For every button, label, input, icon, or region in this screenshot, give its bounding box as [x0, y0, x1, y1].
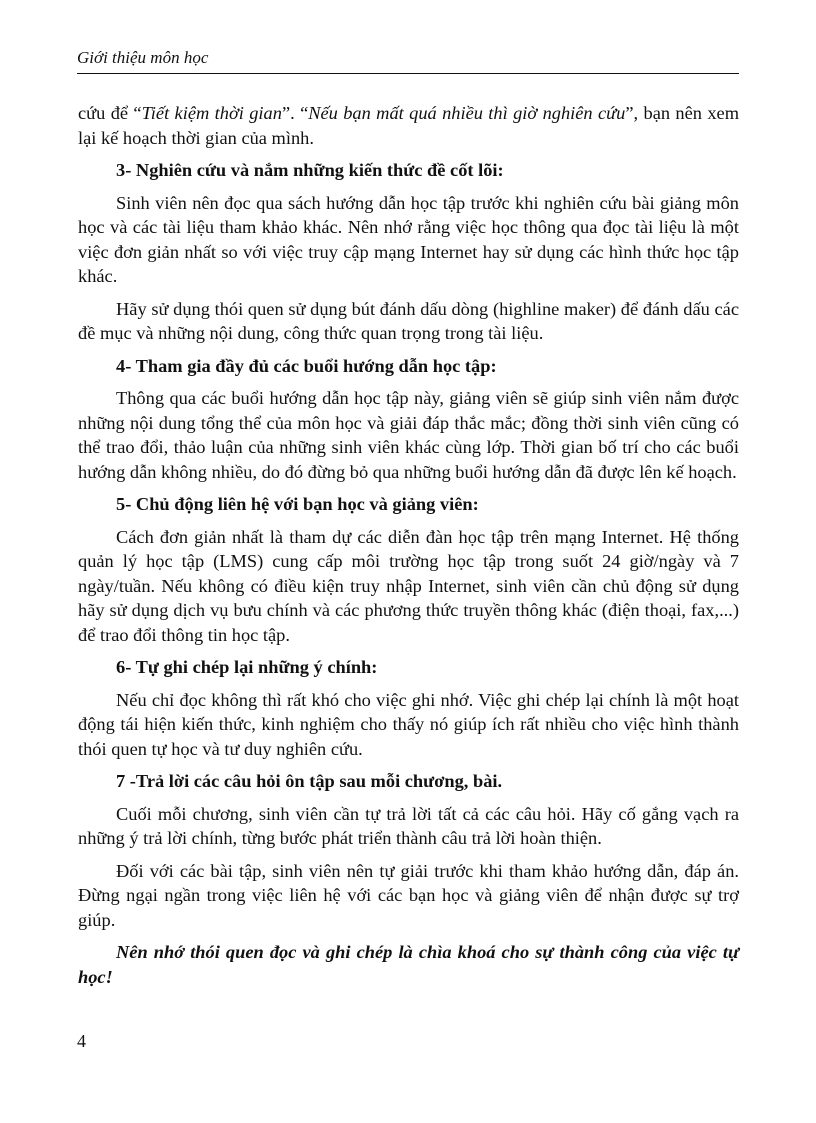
section-6-paragraph-1: Nếu chỉ đọc không thì rất khó cho việc ghi nhớ. Việc ghi chép lại chính là một hoạt động tái hiện kiến thức, kinh nghiệm cho thấy nó giúp ích rất nhiều cho việc hình thành thói quen tự học và tư duy nghiên cứu.: [78, 689, 739, 759]
section-4-heading: 4- Tham gia đầy đủ các buổi hướng dẫn học tập:: [116, 355, 497, 376]
intro-quote-2: Nếu bạn mất quá nhiều thì giờ nghiên cứu: [308, 103, 626, 123]
running-header: Giới thiệu môn học: [77, 48, 739, 74]
intro-text-3: ”, bạn nên xem lại kế hoạch thời gian của mình.: [78, 103, 740, 148]
section-5-paragraph-1: Cách đơn giản nhất là tham dự các diễn đàn học tập trên mạng Internet. Hệ thống quản lý học tập (LMS) cung cấp môi trường học tập trong suốt 24 giờ/ngày và 7 ngày/tuần. Nếu không có điều kiện truy nhập Internet, sinh viên cần chủ động sử dụng hãy sử dụng dịch vụ bưu chính và các phương thức truyền thông khác (điện thoại, fax,...) để trao đổi thông tin học tập.: [78, 526, 739, 645]
intro-text-1: cứu để “: [78, 103, 142, 123]
section-3-paragraph-1: Sinh viên nên đọc qua sách hướng dẫn học tập trước khi nghiên cứu bài giảng môn học và các tài liệu tham khảo khác. Nên nhớ rằng việc học thông qua đọc tài liệu là một việc đơn giản nhất so với việc truy cập mạng Internet hay sử dụng các hình thức học tập khác.: [78, 192, 739, 286]
intro-paragraph: [78, 101, 739, 150]
page-body: [78, 101, 739, 989]
section-4-paragraph-1: Thông qua các buổi hướng dẫn học tập này, giảng viên sẽ giúp sinh viên nắm được những nội dung tổng thể của môn học và giải đáp thắc mắc; đồng thời sinh viên cũng có thể trao đổi, thảo luận của những sinh viên khác cùng lớp. Thời gian bố trí cho các buổi hướng dẫn không nhiều, do đó đừng bỏ qua những buổi hướng dẫn đã được lên kế hoạch.: [78, 388, 739, 482]
page-number: 4: [77, 1031, 86, 1051]
intro-text-2: ”. “: [281, 103, 309, 123]
section-5-heading: 5- Chủ động liên hệ với bạn học và giảng viên:: [116, 494, 479, 514]
section-3-heading: 3- Nghiên cứu và nắm những kiến thức đề cốt lõi:: [116, 160, 504, 180]
section-7-paragraph-2: Đối với các bài tập, sinh viên nên tự giải trước khi tham khảo hướng dẫn, đáp án. Đừng ngại ngần trong việc liên hệ với các bạn học và giảng viên để nhận được sự trợ giúp.: [78, 860, 739, 930]
section-7-heading: 7 -Trả lời các câu hỏi ôn tập sau mỗi chương, bài.: [116, 771, 503, 791]
closing-note: Nên nhớ thói quen đọc và ghi chép là chìa khoá cho sự thành công của việc tự học!: [78, 942, 739, 987]
intro-quote-1: Tiết kiệm thời gian: [141, 103, 282, 123]
section-7-paragraph-1: Cuối mỗi chương, sinh viên cần tự trả lời tất cả các câu hỏi. Hãy cố gắng vạch ra những ý trả lời chính, từng bước phát triển thành câu trả lời hoàn thiện.: [78, 803, 739, 848]
section-6-heading: 6- Tự ghi chép lại những ý chính:: [116, 657, 378, 677]
section-3-paragraph-2: Hãy sử dụng thói quen sử dụng bút đánh dấu dòng (highline maker) để đánh dấu các đề mục và những nội dung, công thức quan trọng trong tài liệu.: [78, 298, 739, 343]
